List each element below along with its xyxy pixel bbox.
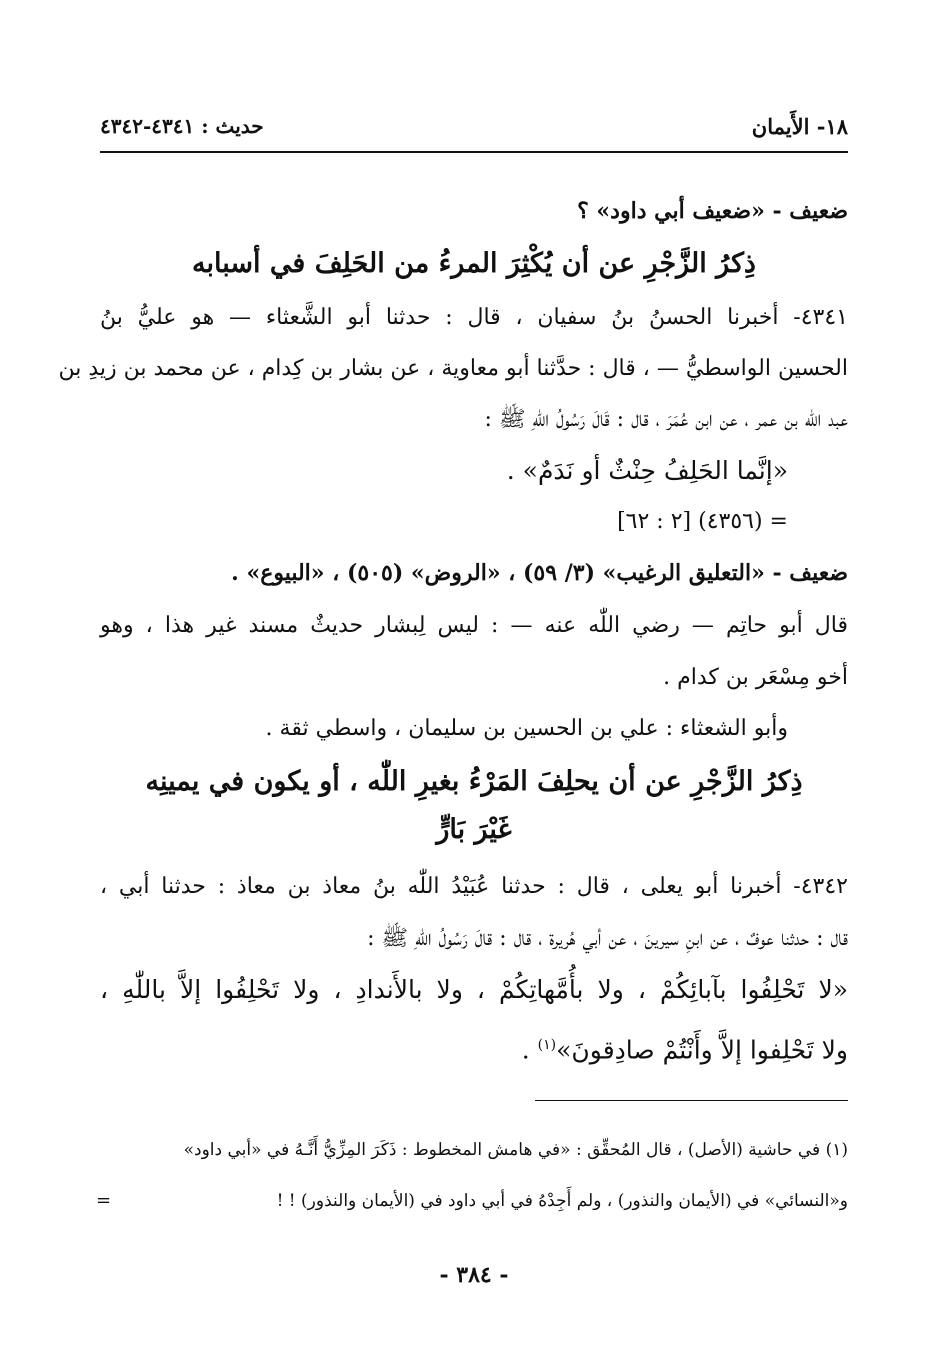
hadith-4342-line-2: قال : حدثنا عوفٌ ، عن ابنِ سيرينَ ، عن أبي هُريرة ، قال : قالَ رَسُولُ اللّٰهِ ﷺ : bbox=[367, 926, 848, 951]
page-number: - ٣٨٤ - bbox=[439, 1262, 509, 1288]
hadith-range-heading: حديث : ٤٣٤١-٤٣٤٢ bbox=[100, 114, 264, 138]
footnote-ref: (١) bbox=[537, 1037, 557, 1053]
matn-2-period: . bbox=[521, 1035, 538, 1065]
abu-shatha-note: وأبو الشعثاء : علي بن الحسين بن سليمان ، واسطي ثقة . bbox=[265, 716, 788, 741]
abu-hatim-line-1: قال أبو حاتِم — رضي اللّٰه عنه — : ليس لِبشار حديثٌ مسند غير هذا ، وهو bbox=[100, 613, 848, 638]
chapter-heading: ١٨- الأَيمان bbox=[751, 114, 848, 139]
section-title-1: ذِكرُ الزَّجْرِ عن أن يُكْثِرَ المرءُ من الحَلِفَ في أسبابه bbox=[192, 248, 756, 279]
abu-hatim-line-2: أخو مِسْعَر بن كدام . bbox=[663, 665, 848, 690]
hadith-4341-line-3: عبد اللّٰه بن عمر ، عن ابن عُمَرَ ، قال : قَالَ رَسُولُ اللّٰهِ ﷺ : bbox=[484, 407, 848, 432]
footnote-rule bbox=[535, 1100, 848, 1101]
grade-4341: ضعيف - «التعليق الرغيب» (٣/ ٥٩) ، «الروض» (٥٠٥) ، «البيوع» . bbox=[231, 560, 848, 586]
matn-2-text: ولا تَحْلِفوا إلاَّ وأَنْتُمْ صادِقونَ» bbox=[556, 1035, 848, 1065]
hadith-4342-matn-2 bbox=[100, 1030, 848, 1065]
footnote-1-line-1: (١) في حاشية (الأصل) ، قال المُحقِّق : «في هامش المخطوط : ذَكَرَ المِزِّيُّ أَنَّـهُ في «أبي داود» bbox=[183, 1140, 848, 1160]
footnote-1-line-2: و«النسائي» في (الأيمان والنذور) ، ولم أَجِدْهُ في أبي داود في (الأيمان والنذور) ! ! bbox=[276, 1191, 848, 1211]
hadith-4341-line-2: الحسين الواسطيُّ — ، قال : حدَّثنا أبو معاوية ، عن بشار بن كِدام ، عن محمد بن زيدِ بن bbox=[58, 356, 848, 381]
hadith-4341-matn: «إنَّما الحَلِفُ حِنْثٌ أو نَدَمٌ» . bbox=[506, 456, 788, 485]
continuation-mark: = bbox=[96, 1190, 112, 1211]
hadith-4341-reference: = (٤٣٥٦) [٢ : ٦٢] bbox=[617, 509, 788, 534]
hadith-4342-line-1: ٤٣٤٢- أخبرنا أبو يعلى ، قال : حدثنا عُبَيْدُ اللّٰه بنُ معاذ بن معاذ : حدثنا أبي ، bbox=[100, 874, 848, 899]
hadith-4342-matn-1: «لا تَحْلِفُوا بآبائِكُمْ ، ولا بأُمَّهاتِكُمْ ، ولا بالأَندادِ ، ولا تَحْلِفُوا إلاَّ باللّٰهِ ، bbox=[100, 975, 848, 1004]
grade-top: ضعيف - «ضعيف أبي داود» ؟ bbox=[577, 198, 848, 224]
section-title-2-line-1: ذِكرُ الزَّجْرِ عن أن يحلِفَ المَرْءُ بغيرِ اللّٰه ، أو يكون في يمينِه bbox=[145, 766, 803, 797]
header-rule bbox=[100, 151, 848, 153]
section-title-2-line-2: غَيْرَ بَارٍّ bbox=[436, 814, 512, 845]
hadith-4341-line-1: ٤٣٤١- أخبرنا الحسنُ بنُ سفيان ، قال : حدثنا أبو الشَّعثاء — هو عليُّ بنُ bbox=[100, 305, 848, 330]
